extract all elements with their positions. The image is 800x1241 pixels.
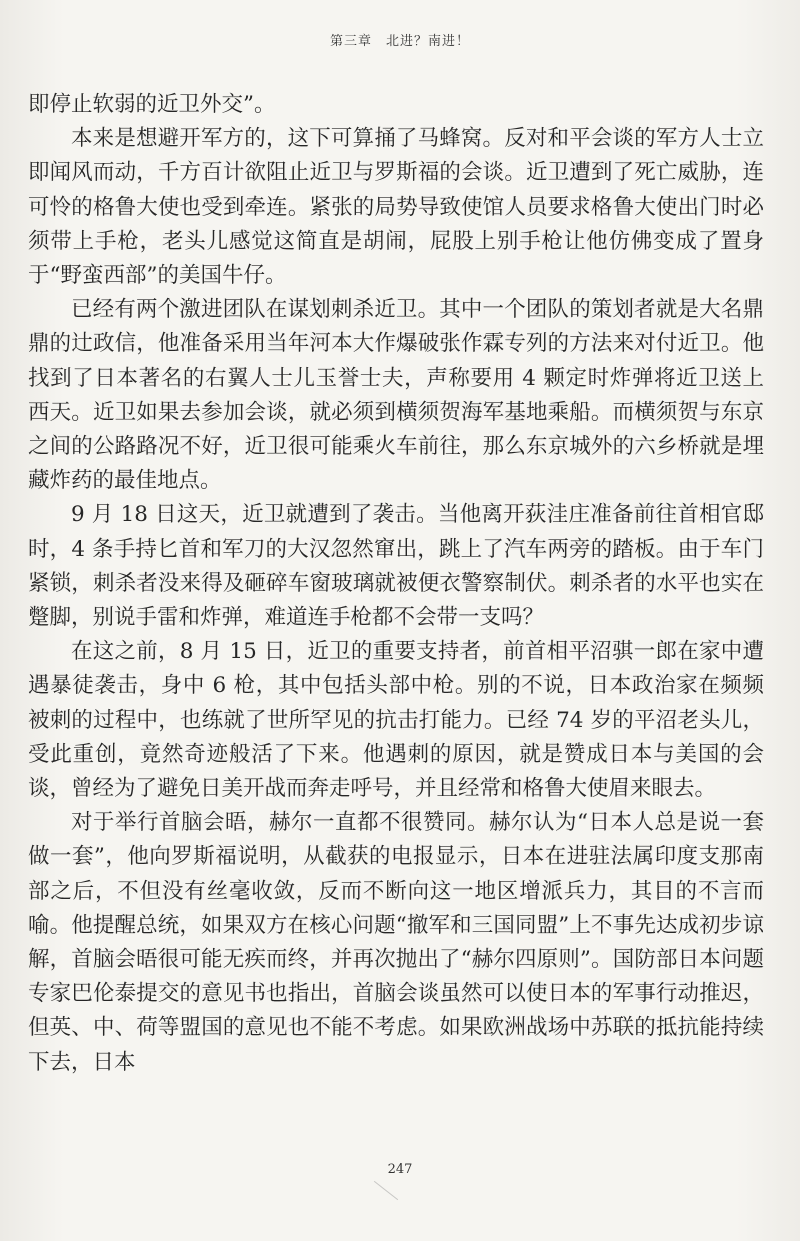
scan-mark — [374, 1181, 398, 1200]
paragraph: 本来是想避开军方的，这下可算捅了马蜂窝。反对和平会谈的军方人士立即闻风而动，千方百计欲阻止近卫与罗斯福的会谈。近卫遭到了死亡威胁，连可怜的格鲁大使也受到牵连。紧张的局势导致使馆人员要求格鲁大使出门时必须带上手枪，老头儿感觉这简直是胡闹，屁股上别手枪让他仿佛变成了置身于“野蛮西部”的美国牛仔。 — [28, 126, 764, 289]
running-head: 第三章 北进？南进！ — [329, 34, 470, 49]
body-text — [28, 88, 764, 1080]
paragraph: 对于举行首脑会晤，赫尔一直都不很赞同。赫尔认为“日本人总是说一套做一套”，他向罗斯福说明，从截获的电报显示，日本在进驻法属印度支那南部之后，不但没有丝毫收敛，反而不断向这一地区增派兵力，其目的不言而喻。他提醒总统，如果双方在核心问题“撤军和三国同盟”上不事先达成初步谅解，首脑会晤很可能无疾而终，并再次抛出了“赫尔四原则”。国防部日本问题专家巴伦泰提交的意见书也指出，首脑会谈虽然可以使日本的军事行动推迟，但英、中、荷等盟国的意见也不能不考虑。如果欧洲战场中苏联的抵抗能持续下去，日本 — [28, 810, 764, 1075]
paragraph: 已经有两个激进团队在谋划刺杀近卫。其中一个团队的策划者就是大名鼎鼎的辻政信，他准备采用当年河本大作爆破张作霖专列的方法来对付近卫。他找到了日本著名的右翼人士儿玉誉士夫，声称要用 4 颗定时炸弹将近卫送上西天。近卫如果去参加会谈，就必须到横须贺海军基地乘船。而横须贺与东京之间的公路路况不好，近卫很可能乘火车前往，那么东京城外的六乡桥就是埋藏炸药的最佳地点。 — [28, 297, 764, 494]
paragraph: 在这之前，8 月 15 日，近卫的重要支持者，前首相平沼骐一郎在家中遭遇暴徒袭击，身中 6 枪，其中包括头部中枪。别的不说，日本政治家在频频被刺的过程中，也练就了世所罕见的抗击打能力。已经 74 岁的平沼老头儿，受此重创，竟然奇迹般活了下来。他遇刺的原因，就是赞成日本与美国的会谈，曾经为了避免日美开战而奔走呼号，并且经常和格鲁大使眉来眼去。 — [28, 639, 764, 802]
page-number: 247 — [387, 1162, 413, 1177]
paragraph: 9 月 18 日这天，近卫就遭到了袭击。当他离开荻洼庄准备前往首相官邸时，4 条手持匕首和军刀的大汉忽然窜出，跳上了汽车两旁的踏板。由于车门紧锁，刺杀者没来得及砸碎车窗玻璃就被便衣警察制伏。刺杀者的水平也实在蹩脚，别说手雷和炸弹，难道连手枪都不会带一支吗？ — [28, 502, 764, 631]
paragraph-continued: 即停止软弱的近卫外交”。 — [28, 92, 276, 117]
